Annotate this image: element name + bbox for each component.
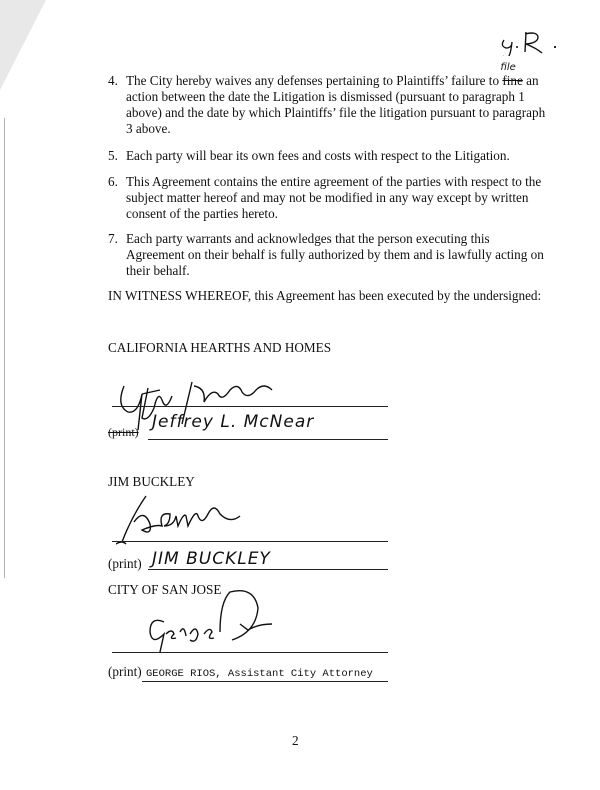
clause-number: 5. — [108, 148, 118, 163]
print-label: (print) — [108, 556, 142, 571]
party-name: JIM BUCKLEY — [108, 474, 195, 489]
signature-buckley — [116, 492, 276, 552]
clause-6 — [108, 174, 548, 222]
handwritten-printed-name: Jeffrey L. McNear — [152, 412, 315, 432]
signature-line — [112, 652, 388, 653]
struck-word: fine — [502, 73, 523, 88]
handwritten-initials — [498, 30, 568, 56]
scan-corner-shadow — [0, 0, 46, 90]
clause-number: 4. — [108, 73, 118, 88]
clause-number: 6. — [108, 174, 118, 189]
clause-text: The City hereby waives any defenses pertaining to Plaintiffs’ failure to file fine an action between the date the Litigation is dismissed (pursuant to paragraph 1 above) and the date by which Plaintiffs’ file the litigation pursuant to paragraph 3 above. — [126, 62, 546, 136]
signature-rios — [132, 586, 282, 652]
print-label: (print) — [108, 664, 142, 679]
scan-edge-line — [4, 118, 5, 578]
party-name: CITY OF SAN JOSE — [108, 582, 222, 597]
print-name-line — [148, 569, 388, 570]
witness-statement: IN WITNESS WHEREOF, this Agreement has been executed by the undersigned: — [108, 288, 542, 303]
print-label: (print) — [108, 425, 139, 439]
clause-4 — [108, 62, 548, 137]
handwritten-correction — [500, 62, 523, 89]
print-name-line — [148, 439, 388, 440]
page-number: 2 — [292, 733, 299, 748]
inserted-word: file — [500, 62, 516, 73]
clause-number: 7. — [108, 231, 118, 246]
party-name: CALIFORNIA HEARTHS AND HOMES — [108, 340, 332, 355]
signature-line — [112, 541, 388, 542]
clause-text: Each party warrants and acknowledges that the person executing this Agreement on their behalf is fully authorized by them and is lawfully acting on their behalf. — [126, 231, 544, 278]
clause-text: This Agreement contains the entire agreement of the parties with respect to the subject matter hereof and may not be modified in any way except by written consent of the parties hereto. — [126, 174, 542, 221]
clause-7 — [108, 231, 548, 279]
print-name-line — [142, 681, 388, 682]
clause-5 — [108, 148, 548, 164]
signature-line — [112, 406, 388, 407]
handwritten-printed-name: JIM BUCKLEY — [152, 549, 271, 569]
typed-printed-name: GEORGE RIOS, Assistant City Attorney — [146, 668, 373, 680]
clause-text: Each party will bear its own fees and costs with respect to the Litigation. — [126, 148, 510, 163]
